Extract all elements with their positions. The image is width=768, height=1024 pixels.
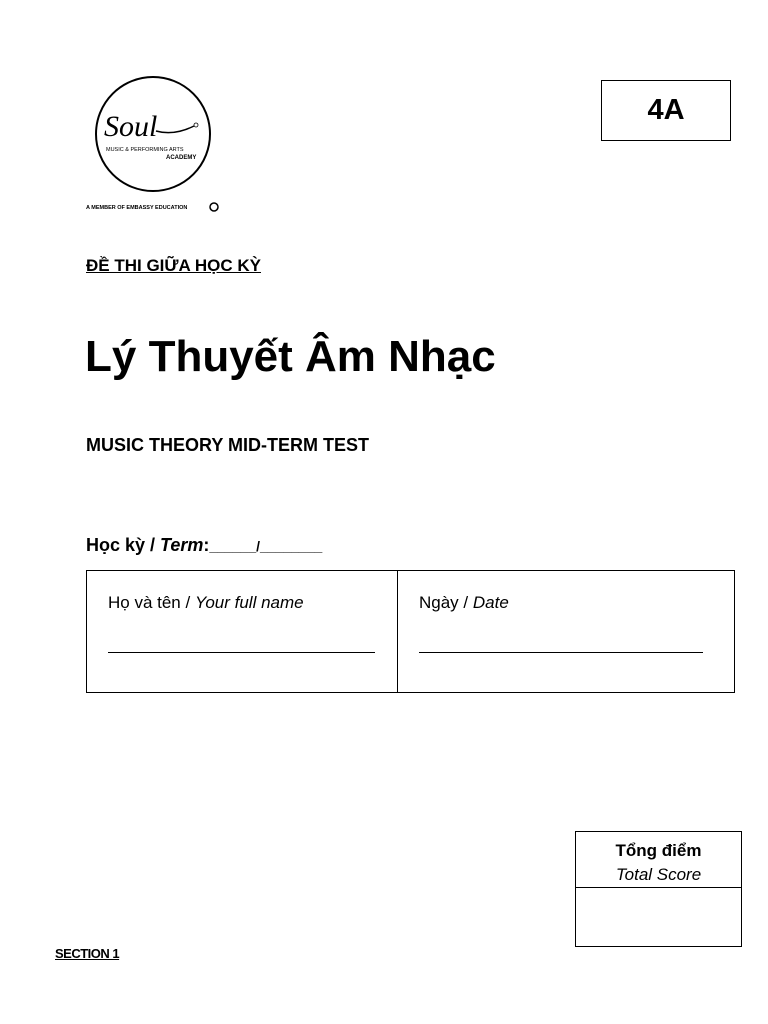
level-badge: 4A [601, 80, 731, 141]
name-cell [87, 571, 398, 692]
logo-line1: MUSIC & PERFORMING ARTS [106, 147, 184, 153]
score-value-field[interactable] [576, 888, 741, 946]
name-field[interactable] [108, 652, 375, 653]
logo-brand: Soul [104, 110, 158, 143]
name-label-en: Your full name [194, 593, 304, 612]
exam-type-heading: ĐỀ THI GIỮA HỌC KỲ [86, 256, 261, 275]
date-field[interactable] [419, 652, 703, 653]
date-label-vi: Ngày / [419, 593, 473, 612]
term-blank[interactable]: ______/________ [209, 538, 323, 554]
total-score-box [575, 831, 742, 947]
date-label [419, 593, 509, 613]
score-header [576, 832, 741, 888]
term-colon: : [203, 535, 210, 555]
embassy-icon [210, 203, 218, 211]
score-label-vi: Tổng điểm [615, 841, 702, 860]
score-label-en: Total Score [615, 864, 702, 884]
name-label-vi: Họ và tên / [108, 593, 195, 612]
logo-member-text: A MEMBER OF EMBASSY EDUCATION [86, 205, 188, 211]
term-label-vi: Học kỳ / [86, 535, 161, 555]
section-label: SECTION 1 [55, 946, 120, 961]
term-field [86, 535, 322, 556]
page-subtitle: MUSIC THEORY MID-TERM TEST [86, 435, 369, 455]
academy-logo [86, 76, 226, 216]
date-label-en: Date [472, 593, 509, 612]
name-label [108, 593, 304, 613]
logo-line2: ACADEMY [166, 155, 197, 161]
date-cell [398, 571, 734, 692]
page-title: Lý Thuyết Âm Nhạc [85, 332, 496, 381]
student-info-table [86, 570, 735, 693]
term-label-en: Term [160, 535, 204, 555]
